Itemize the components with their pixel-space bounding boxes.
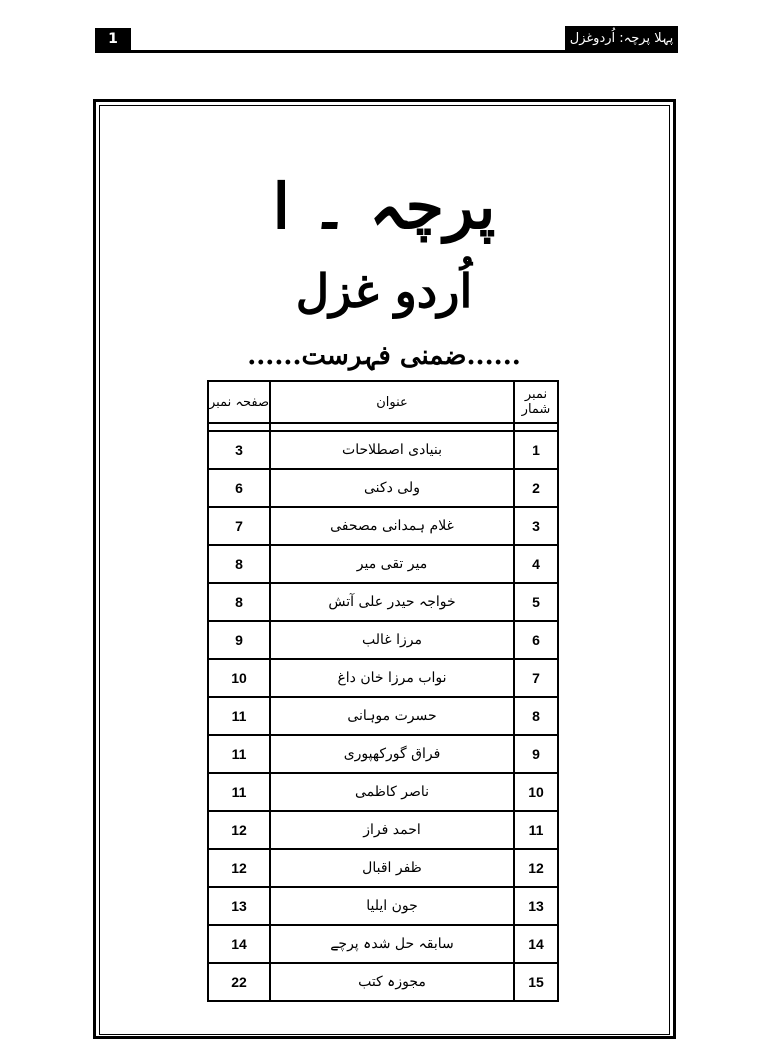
row-serial-number: 3 — [514, 507, 558, 545]
row-page-number: 11 — [208, 735, 270, 773]
table-row — [208, 963, 558, 1001]
row-title: نواب مرزا خان داغ — [270, 659, 514, 697]
table-row — [208, 925, 558, 963]
table-row — [208, 735, 558, 773]
index-heading: ......ضمنی فہرست...... — [247, 341, 521, 371]
row-page-number: 13 — [208, 887, 270, 925]
row-title: حسرت موہانی — [270, 697, 514, 735]
row-page-number: 3 — [208, 431, 270, 469]
row-title: میر تقی میر — [270, 545, 514, 583]
table-row — [208, 811, 558, 849]
table-row — [208, 659, 558, 697]
row-page-number: 7 — [208, 507, 270, 545]
row-title: فراق گورکھپوری — [270, 735, 514, 773]
table-row — [208, 697, 558, 735]
row-serial-number: 12 — [514, 849, 558, 887]
row-serial-number: 10 — [514, 773, 558, 811]
row-serial-number: 9 — [514, 735, 558, 773]
row-title: مرزا غالب — [270, 621, 514, 659]
table-row — [208, 545, 558, 583]
row-serial-number: 11 — [514, 811, 558, 849]
header-spacer — [208, 423, 558, 431]
row-title: خواجہ حیدر علی آتش — [270, 583, 514, 621]
row-page-number: 8 — [208, 545, 270, 583]
row-title: غلام ہمدانی مصحفی — [270, 507, 514, 545]
row-title: احمد فراز — [270, 811, 514, 849]
row-page-number: 14 — [208, 925, 270, 963]
row-serial-number: 13 — [514, 887, 558, 925]
header-page: صفحہ نمبر — [208, 381, 270, 423]
table-row — [208, 887, 558, 925]
row-page-number: 8 — [208, 583, 270, 621]
row-page-number: 22 — [208, 963, 270, 1001]
table-row — [208, 469, 558, 507]
row-page-number: 11 — [208, 773, 270, 811]
contents-body — [208, 431, 558, 1001]
contents-table — [207, 380, 559, 1002]
table-row — [208, 431, 558, 469]
table-row — [208, 849, 558, 887]
row-serial-number: 14 — [514, 925, 558, 963]
row-serial-number: 5 — [514, 583, 558, 621]
row-page-number: 11 — [208, 697, 270, 735]
running-title: پہلا پرچہ: اُردوغزل — [565, 26, 678, 50]
table-row — [208, 621, 558, 659]
subject-title: اُردو غزل — [295, 264, 473, 318]
row-title: ظفر اقبال — [270, 849, 514, 887]
row-page-number: 12 — [208, 811, 270, 849]
row-serial-number: 8 — [514, 697, 558, 735]
row-serial-number: 4 — [514, 545, 558, 583]
header-title: عنوان — [270, 381, 514, 423]
row-serial-number: 15 — [514, 963, 558, 1001]
row-page-number: 12 — [208, 849, 270, 887]
row-page-number: 6 — [208, 469, 270, 507]
table-row — [208, 507, 558, 545]
table-header-row — [208, 381, 558, 423]
table-row — [208, 773, 558, 811]
row-title: مجوزہ کتب — [270, 963, 514, 1001]
header-number: نمبر شمار — [514, 381, 558, 423]
row-title: ولی دکنی — [270, 469, 514, 507]
row-title: جون ایلیا — [270, 887, 514, 925]
row-serial-number: 6 — [514, 621, 558, 659]
row-title: سابقہ حل شدہ پرچے — [270, 925, 514, 963]
row-title: بنیادی اصطلاحات — [270, 431, 514, 469]
row-page-number: 10 — [208, 659, 270, 697]
header-rule — [95, 50, 678, 53]
row-page-number: 9 — [208, 621, 270, 659]
row-serial-number: 2 — [514, 469, 558, 507]
paper-title: پرچہ ۔ ا — [272, 170, 496, 243]
row-serial-number: 7 — [514, 659, 558, 697]
row-title: ناصر کاظمی — [270, 773, 514, 811]
page-number-badge: 1 — [95, 28, 131, 50]
table-row — [208, 583, 558, 621]
row-serial-number: 1 — [514, 431, 558, 469]
